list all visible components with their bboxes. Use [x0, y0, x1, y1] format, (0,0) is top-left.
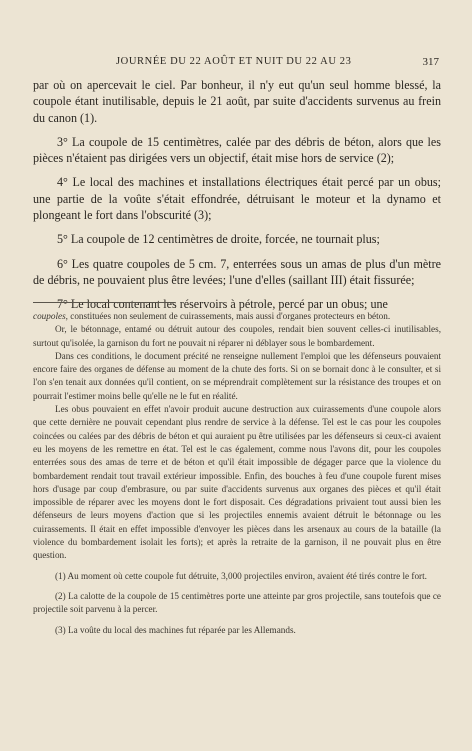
note-paragraph: Les obus pouvaient en effet n'avoir produit aucune destruction aux cuirassements d'une coupole alors que cette dernière ne pouvait cependant plus rendre de service à la défense. Tel est le cas pour les coupoles coincées ou calées par des débris de béton et qui auraient pu être utilisées par les défenseurs si ceux-ci avaient eu les moyens de les remettre en état. Tel est le cas également, comme nous l'avons dit, pour les coupoles enterrées sous des amas de terre et de béton et qu'il était impossible de dégager parce que la violence du bombardement rendait tout travail extérieur impossible. Enfin, des bouches à feu d'une coupole furent mises hors d'usage par coup d'embrasure, ou par suite d'accidents survenus aux organes des pièces et qu'il était impossible de réparer avec les moyens dont le fort disposait. Ces dégradations privaient tout aussi bien les défenseurs de leurs moyens d'action que si les projectiles ennemis avaient détruit le bétonnage ou les cuirassements. Il était en effet impossible d'envoyer les pièces dans les arsenaux au cours de la bataille (la violence du bombardement isolait les forts); et après la retraite de la garnison, il ne pouvait plus en être question.	[33, 404, 441, 561]
note-continuation-italic: coupoles,	[33, 311, 68, 321]
running-head: JOURNÉE DU 22 AOÛT ET NUIT DU 22 AU 23	[116, 56, 352, 67]
paragraph-item-5: 5° La coupole de 12 centimètres de droite, forcée, ne tournait plus;	[57, 232, 380, 247]
note-continuation	[33, 310, 441, 323]
paragraph-item-7: 7° Le local contenant les réservoirs à pétrole, percé par un obus; une	[57, 297, 388, 312]
footnote-divider	[33, 302, 175, 303]
note-paragraph: Dans ces conditions, le document précité ne renseigne nullement l'emploi que les défenseurs pouvaient encore faire des organes de défense au moment de la chute des forts. Si on se bornait donc à le consulter, et si l'on s'en tenait aux données qu'il contient, on se méprendrait complètement sur la résistance des troupes et on pourrait l'estimer moins belle qu'elle ne le fut en réalité.	[33, 350, 441, 401]
footnote-1: (1) Au moment où cette coupole fut détruite, 3,000 projectiles environ, avaient été tirés contre le fort.	[55, 570, 427, 581]
paragraph-item-4: 4° Le local des machines et installations électriques était percé par un obus; une partie de la voûte s'était effondrée, détruisant le moteur et la dynamo et plongeant le fort dans l'obscurité (3);	[33, 175, 441, 223]
note-continuation-text: constituées non seulement de cuirassements, mais aussi d'organes protecteurs en béton.	[67, 311, 391, 321]
page-number: 317	[422, 56, 439, 68]
paragraph-item-3: 3° La coupole de 15 centimètres, calée par des débris de béton, alors que les pièces n'étaient pas dirigées vers un objectif, était mise hors de service (2);	[33, 134, 441, 166]
paragraph-continuation: par où on apercevait le ciel. Par bonheur, il n'y eut qu'un seul homme blessé, la coupole étant inutilisable, depuis le 21 août, par suite d'accidents survenus au frein du canon (1).	[33, 78, 441, 125]
notes-section	[33, 310, 441, 637]
footnote-3: (3) La voûte du local des machines fut réparée par les Allemands.	[55, 624, 296, 635]
main-text	[33, 77, 441, 313]
footnote-2: (2) La calotte de la coupole de 15 centimètres porte une atteinte par gros projectile, sans toutefois que ce projectile soit parvenu à la percer.	[33, 590, 441, 615]
paragraph-item-6: 6° Les quatre coupoles de 5 cm. 7, enterrées sous un amas de plus d'un mètre de débris, ne pouvaient plus être levées; l'une d'elles (saillant III) était fissurée;	[33, 256, 441, 287]
note-paragraph: Or, le bétonnage, entamé ou détruit autour des coupoles, rendait bien souvent celles-ci inutilisables, surtout qu'isolée, la garnison du fort ne pouvait ni réparer ni déblayer sous le bombardement.	[33, 324, 441, 348]
page-header	[33, 56, 439, 72]
